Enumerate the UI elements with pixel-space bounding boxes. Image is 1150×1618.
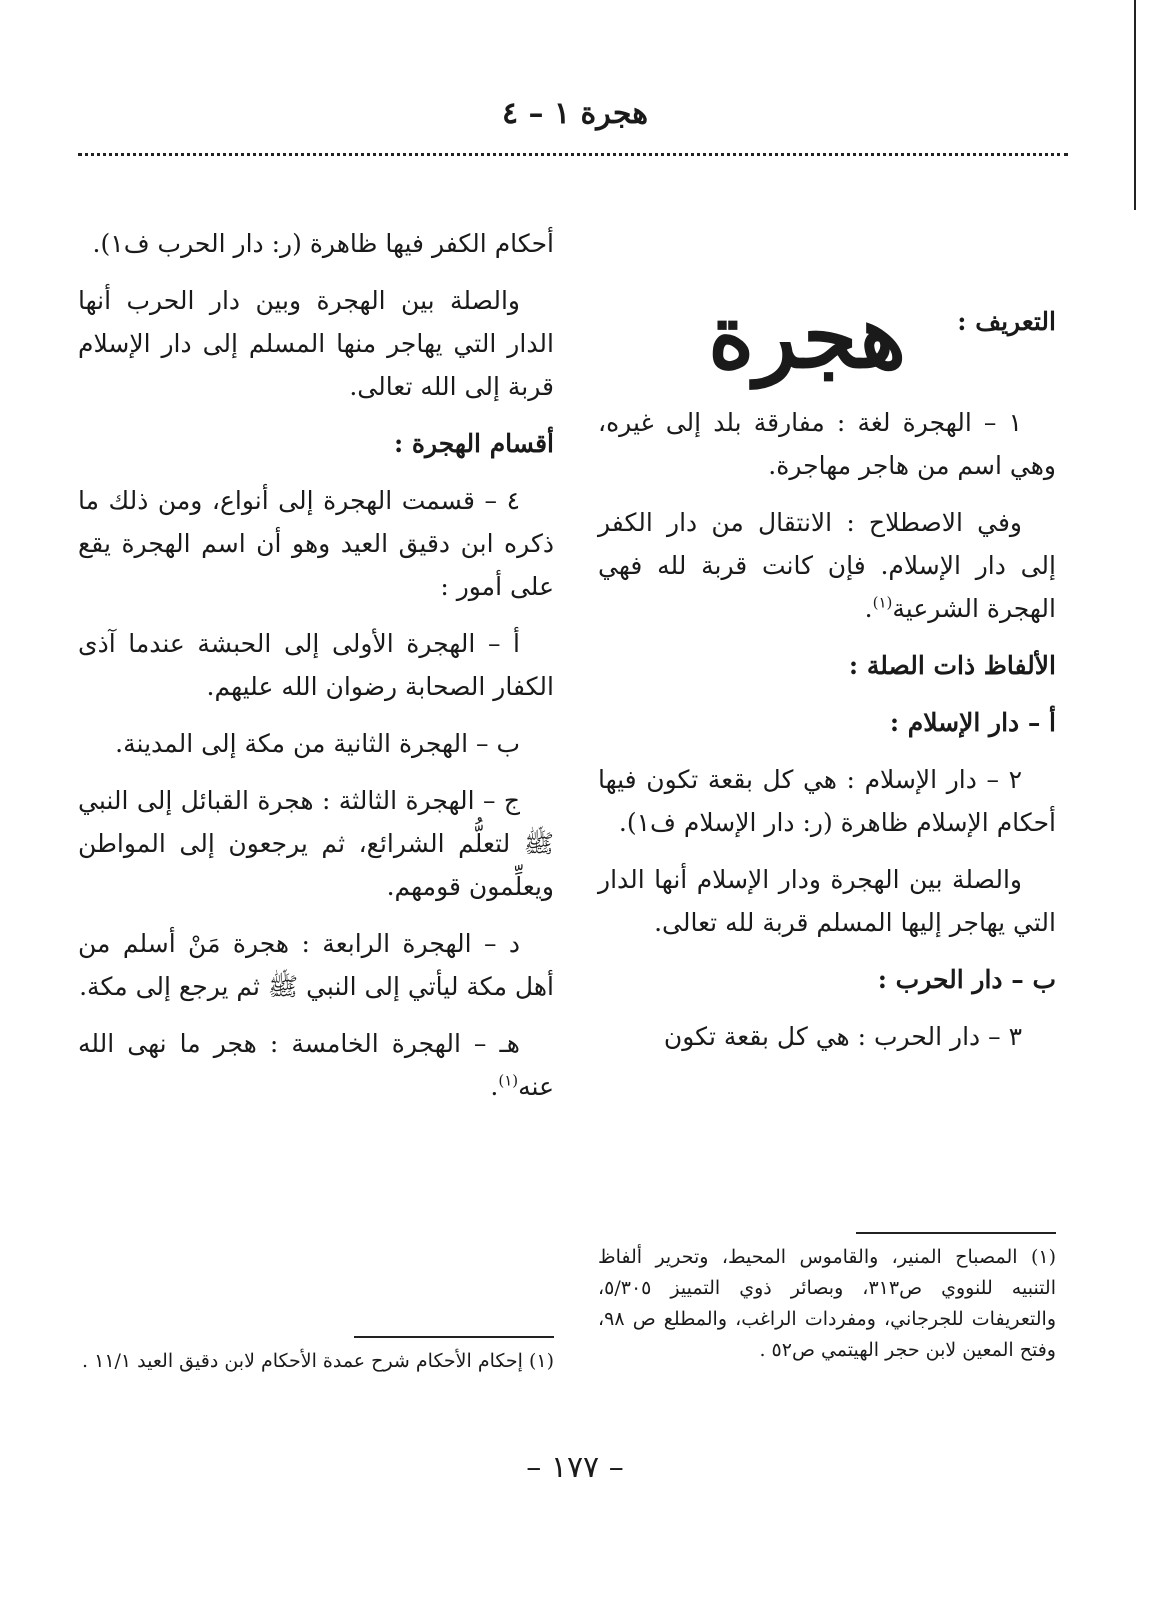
section-heading-types: أقسام الهجرة :	[393, 429, 554, 458]
paragraph	[598, 501, 1056, 630]
subheading-dar-islam: أ – دار الإسلام :	[889, 708, 1056, 737]
paragraph-text: هـ – الهجرة الخامسة : هجر ما نهى الله عنه	[78, 1029, 554, 1101]
paragraph: والصلة بين الهجرة وبين دار الحرب أنها الدار التي يهاجر منها المسلم إلى دار الإسلام قربة إلى الله تعالى.	[78, 286, 554, 401]
footnote-marker[interactable]: (١)	[498, 1071, 519, 1090]
footnote-marker[interactable]: (١)	[872, 593, 893, 612]
page-number: – ١٧٧ –	[526, 1450, 624, 1485]
right-column	[598, 300, 1056, 1072]
footnote-area-right	[598, 1222, 1056, 1366]
paragraph: ب – الهجرة الثانية من مكة إلى المدينة.	[115, 729, 520, 758]
paragraph-end: .	[490, 1072, 499, 1101]
paragraph: د – الهجرة الرابعة : هجرة مَنْ أسلم من أهل مكة ليأتي إلى النبي ﷺ ثم يرجع إلى مكة.	[78, 929, 554, 1001]
paragraph-end: .	[864, 594, 873, 623]
section-heading-definition: التعريف :	[957, 307, 1056, 336]
paragraph: أحكام الكفر فيها ظاهرة (ر: دار الحرب ف١).	[92, 229, 554, 258]
paragraph: ٢ – دار الإسلام : هي كل بقعة تكون فيها أحكام الإسلام ظاهرة (ر: دار الإسلام ف١).	[598, 765, 1056, 837]
section-heading-related: الألفاظ ذات الصلة :	[848, 651, 1056, 680]
subheading-dar-harb: ب – دار الحرب :	[877, 965, 1056, 994]
header-dotted-rule	[78, 153, 1068, 156]
paragraph: أ – الهجرة الأولى إلى الحبشة عندما آذى الكفار الصحابة رضوان الله عليهم.	[78, 629, 554, 701]
article-title: هجرة	[708, 284, 906, 388]
paragraph: ٤ – قسمت الهجرة إلى أنواع، ومن ذلك ما ذكره ابن دقيق العيد وهو أن اسم الهجرة يقع على أمور :	[78, 486, 554, 601]
paragraph: ١ – الهجرة لغة : مفارقة بلد إلى غيره، وهي اسم من هاجر مهاجرة.	[598, 408, 1056, 480]
footnote-rule	[354, 1336, 554, 1338]
paragraph	[78, 1022, 554, 1108]
paragraph-text: وفي الاصطلاح : الانتقال من دار الكفر إلى دار الإسلام. فإن كانت قربة لله فهي الهجرة الشرعية	[598, 508, 1056, 623]
paragraph: والصلة بين الهجرة ودار الإسلام أنها الدار التي يهاجر إليها المسلم قربة لله تعالى.	[598, 865, 1056, 937]
article-title-box	[598, 286, 1056, 386]
footnote-area-left	[78, 1326, 554, 1377]
paragraph: ج – الهجرة الثالثة : هجرة القبائل إلى النبي ﷺ لتعلُّم الشرائع، ثم يرجعون إلى المواطن ويعلِّمون قومهم.	[78, 786, 554, 901]
running-header: هجرة ١ – ٤	[501, 96, 649, 131]
left-column	[78, 222, 554, 1122]
paragraph: ٣ – دار الحرب : هي كل بقعة تكون	[663, 1022, 1022, 1051]
footnote: (١) إحكام الأحكام شرح عمدة الأحكام لابن دقيق العيد ١١/١ .	[82, 1350, 554, 1372]
footnote-rule	[856, 1232, 1056, 1234]
footnote: (١) المصباح المنير، والقاموس المحيط، وتحرير ألفاظ التنبيه للنووي ص٣١٣، وبصائر ذوي التمييز ٥/٣٠٥، والتعريفات للجرجاني، ومفردات الراغب، والمطلع ص ٩٨، وفتح المعين لابن حجر الهيتمي ص٥٢ .	[598, 1246, 1056, 1361]
